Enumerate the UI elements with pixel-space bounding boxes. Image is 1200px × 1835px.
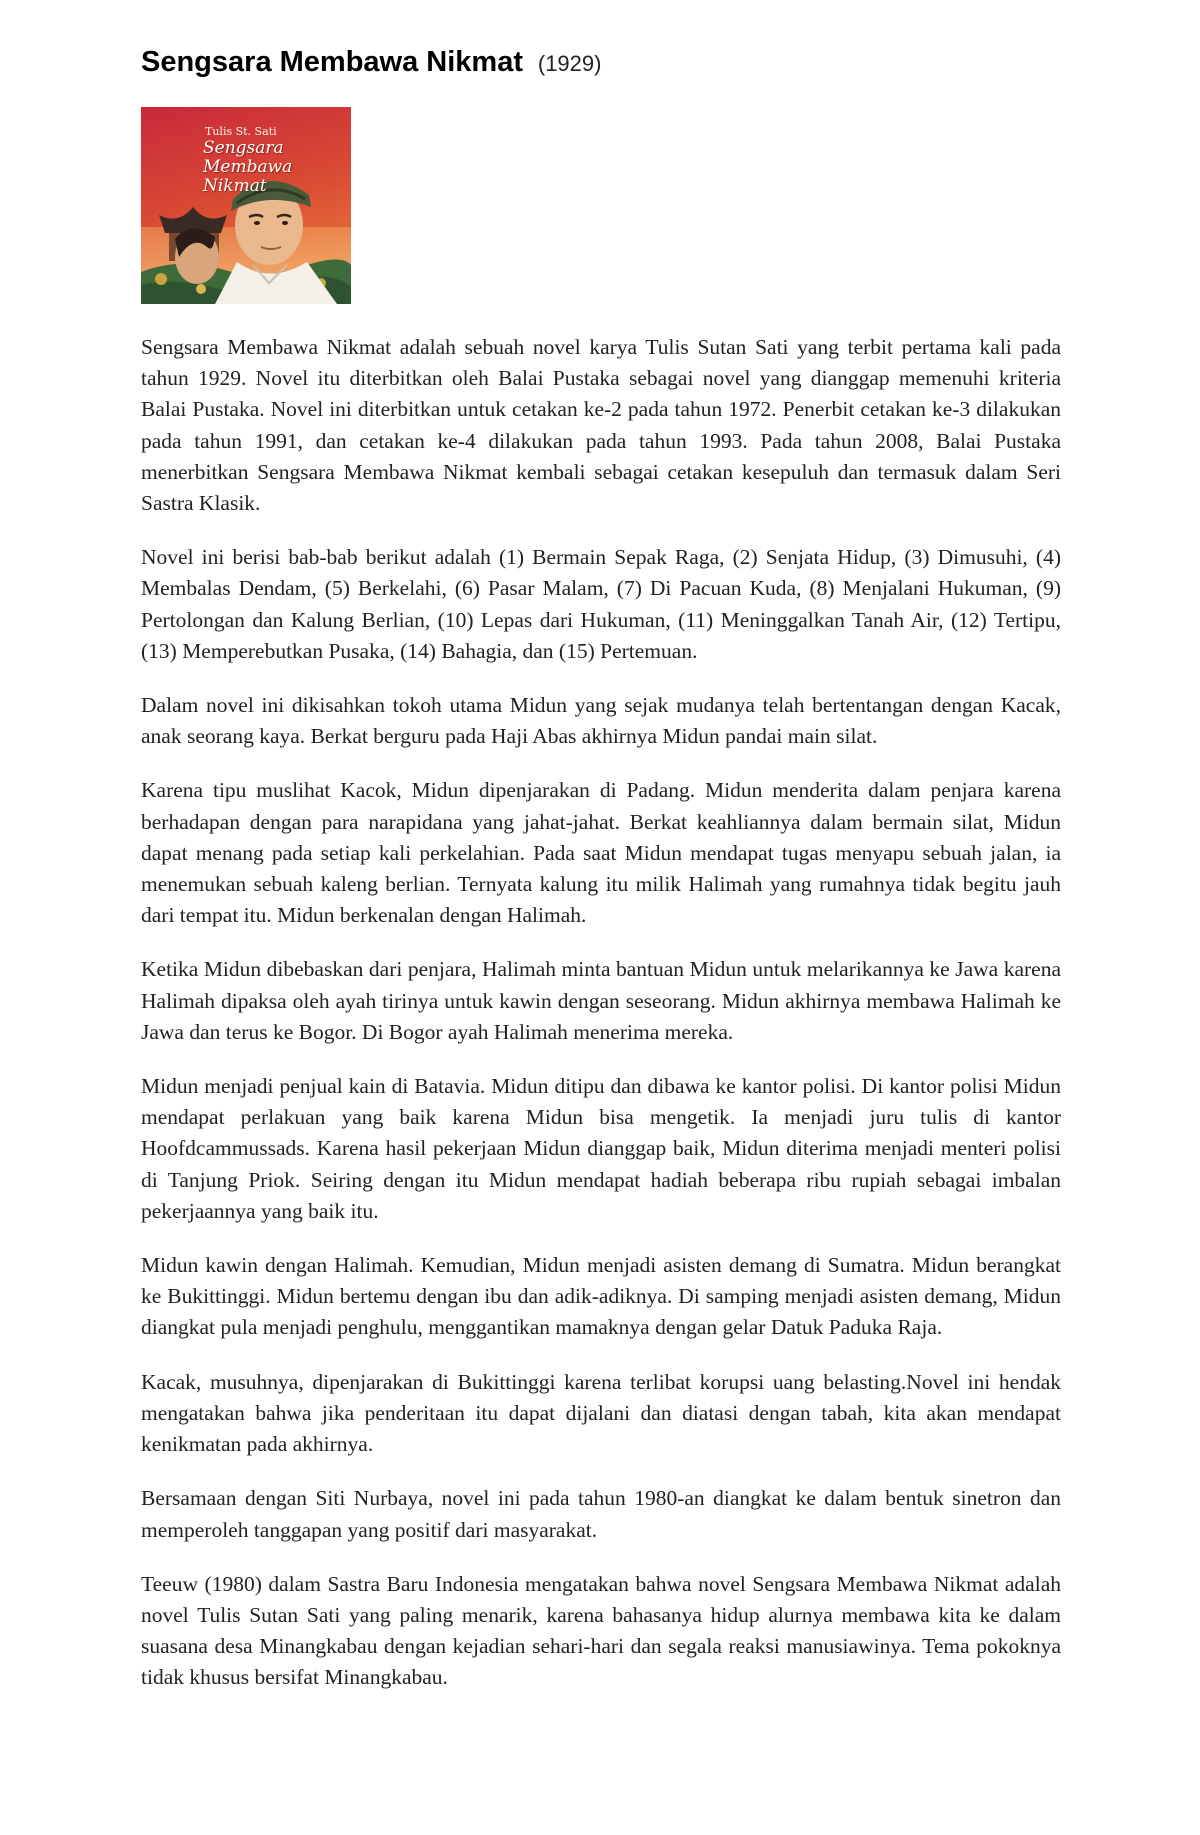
book-title: Sengsara Membawa Nikmat: [141, 46, 523, 78]
paragraph: Novel ini berisi bab-bab berikut adalah (1) Bermain Sepak Raga, (2) Senjata Hidup, (3) Dimusuhi, (4) Membalas Dendam, (5) Berkelahi, (6) Pasar Malam, (7) Di Pacuan Kuda, (8) Menjalani Hukuman, (9) Pertolongan dan Kalung Berlian, (10) Lepas dari Hukuman, (11) Meninggalkan Tanah Air, (12) Tertipu, (13) Memperebutkan Pusaka, (14) Bahagia, dan (15) Pertemuan.: [141, 545, 1061, 663]
cover-title-line: Nikmat: [203, 176, 267, 196]
page-title: [141, 40, 1061, 80]
cover-author: Tulis St. Sati: [205, 125, 277, 138]
document-page: [141, 40, 1061, 1717]
paragraph: Karena tipu muslihat Kacok, Midun dipenjarakan di Padang. Midun menderita dalam penjara karena berhadapan dengan para narapidana yang jahat-jahat. Berkat keahliannya dalam bermain silat, Midun dapat menang pada setiap kali perkelahian. Pada saat Midun mendapat tugas menyapu sebuah jalan, ia menemukan sebuah kaleng berlian. Ternyata kalung itu milik Halimah yang rumahnya tidak begitu jauh dari tempat itu. Midun berkenalan dengan Halimah.: [141, 778, 1061, 928]
book-cover-image: [141, 107, 351, 304]
paragraph: Midun menjadi penjual kain di Batavia. Midun ditipu dan dibawa ke kantor polisi. Di kantor polisi Midun mendapat perlakuan yang baik karena Midun bisa mengetik. Ia menjadi juru tulis di kantor Hoofdcammussads. Karena hasil pekerjaan Midun dianggap baik, Midun diterima menjadi menteri polisi di Tanjung Priok. Seiring dengan itu Midun mendapat hadiah beberapa ribu rupiah sebagai imbalan pekerjaannya yang baik itu.: [141, 1074, 1061, 1223]
cover-title-line: Membawa: [203, 157, 293, 177]
article-body: [141, 332, 1061, 1694]
cover-title-line: Sengsara: [203, 138, 284, 158]
paragraph: Bersamaan dengan Siti Nurbaya, novel ini pada tahun 1980-an diangkat ke dalam bentuk sinetron dan memperoleh tanggapan yang positif dari masyarakat.: [141, 1486, 1061, 1542]
paragraph: Midun kawin dengan Halimah. Kemudian, Midun menjadi asisten demang di Sumatra. Midun berangkat ke Bukittinggi. Midun bertemu dengan ibu dan adik-adiknya. Di samping menjadi asisten demang, Midun diangkat pula menjadi penghulu, menggantikan mamaknya dengan gelar Datuk Paduka Raja.: [141, 1253, 1061, 1340]
paragraph: Teeuw (1980) dalam Sastra Baru Indonesia mengatakan bahwa novel Sengsara Membawa Nikmat adalah novel Tulis Sutan Sati yang paling menarik, karena bahasanya hidup alurnya membawa kita ke dalam suasana desa Minangkabau dengan kejadian sehari-hari dan segala reaksi manusiawinya. Tema pokoknya tidak khusus bersifat Minangkabau.: [141, 1571, 1061, 1690]
paragraph: Kacak, musuhnya, dipenjarakan di Bukittinggi karena terlibat korupsi uang belasting.Novel ini hendak mengatakan bahwa jika penderitaan itu dapat dijalani dan diatasi dengan tabah, kita akan mendapat kenikmatan pada akhirnya.: [141, 1369, 1061, 1457]
paragraph: Dalam novel ini dikisahkan tokoh utama Midun yang sejak mudanya telah bertentangan dengan Kacak, anak seorang kaya. Berkat berguru pada Haji Abas akhirnya Midun pandai main silat.: [141, 693, 1061, 749]
paragraph: Ketika Midun dibebaskan dari penjara, Halimah minta bantuan Midun untuk melarikannya ke Jawa karena Halimah dipaksa oleh ayah tirinya untuk kawin dengan seseorang. Midun akhirnya membawa Halimah ke Jawa dan terus ke Bogor. Di Bogor ayah Halimah menerima mereka.: [141, 957, 1061, 1044]
publication-year: (1929): [537, 51, 602, 76]
paragraph: Sengsara Membawa Nikmat adalah sebuah novel karya Tulis Sutan Sati yang terbit pertama kali pada tahun 1929. Novel itu diterbitkan oleh Balai Pustaka sebagai novel yang dianggap memenuhi kriteria Balai Pustaka. Novel ini diterbitkan untuk cetakan ke-2 pada tahun 1972. Penerbit cetakan ke-3 dilakukan pada tahun 1991, dan cetakan ke-4 dilakukan pada tahun 1993. Pada tahun 2008, Balai Pustaka menerbitkan Sengsara Membawa Nikmat kembali sebagai cetakan kesepuluh dan termasuk dalam Seri Sastra Klasik.: [141, 335, 1061, 516]
cover-title: [203, 139, 323, 196]
